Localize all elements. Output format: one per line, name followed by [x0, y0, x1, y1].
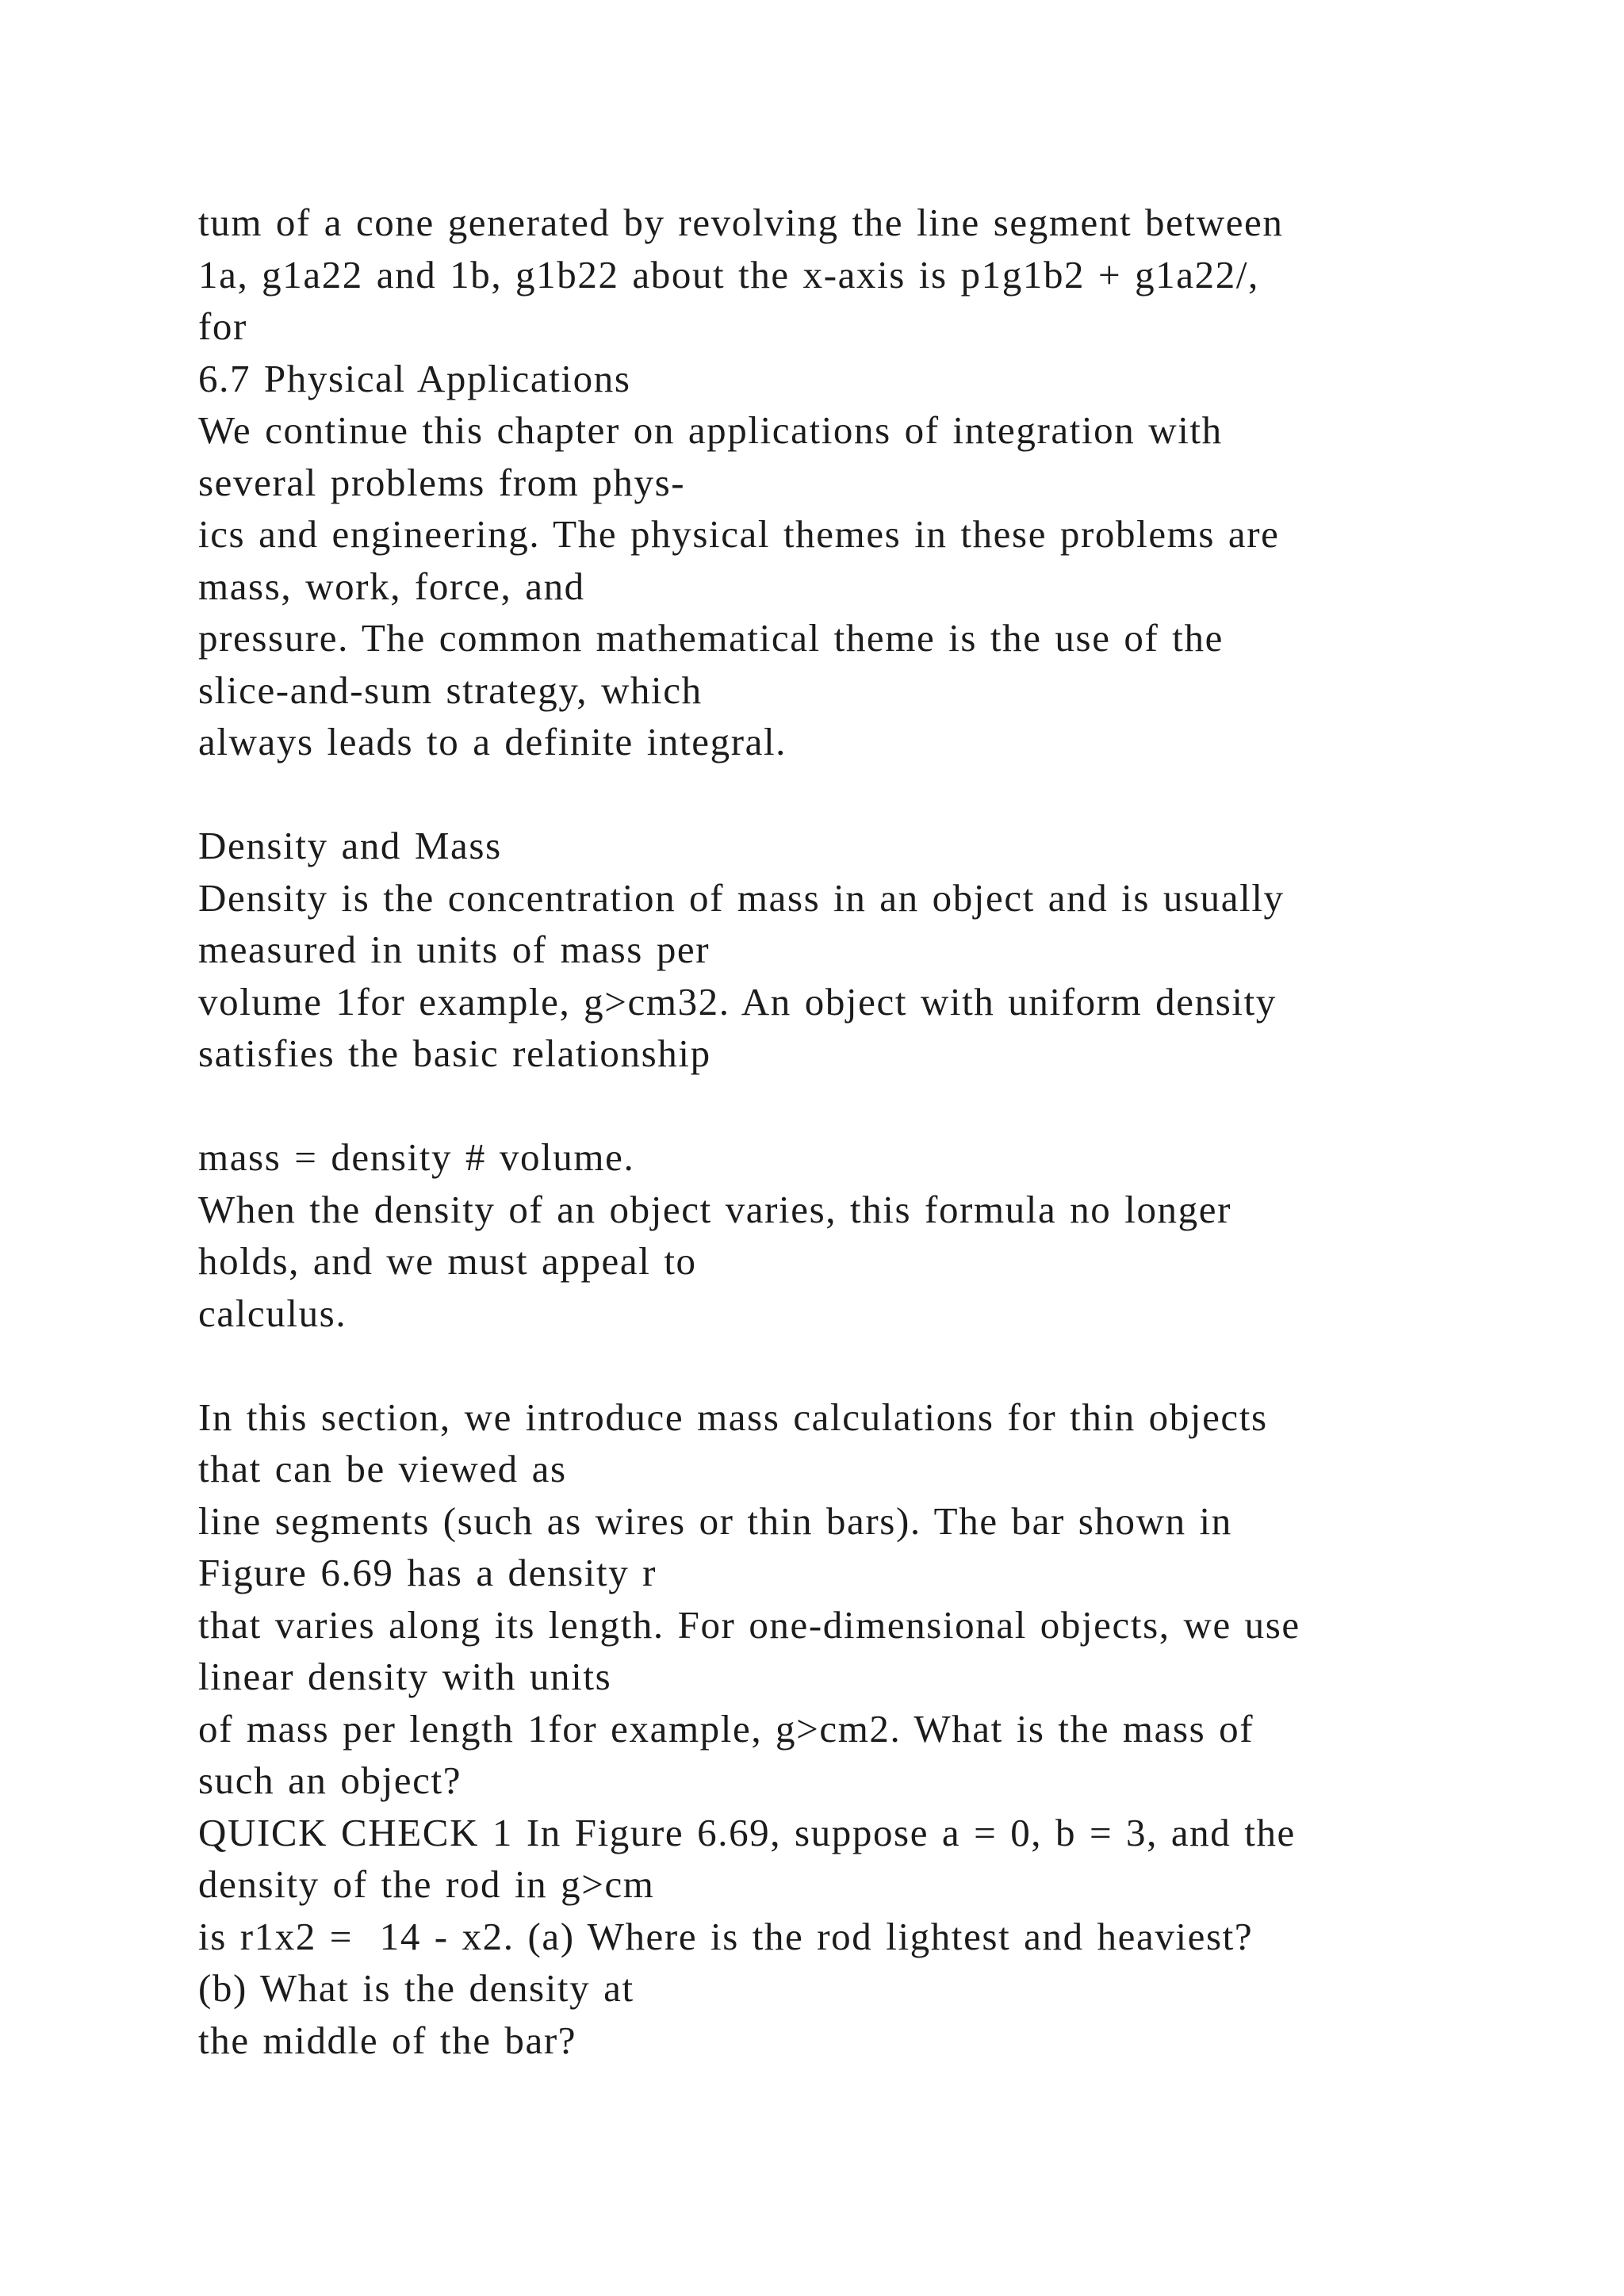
text-line: several problems from phys- — [198, 460, 686, 504]
text-line: (b) What is the density at — [198, 1966, 634, 2010]
text-line: that can be viewed as — [198, 1447, 567, 1490]
text-line: QUICK CHECK 1 In Figure 6.69, suppose a = 0, b = 3, and the — [198, 1810, 1296, 1854]
text-line: slice-and-sum strategy, which — [198, 668, 703, 712]
section-heading — [198, 353, 1546, 405]
density-paragraph — [198, 872, 1546, 1080]
text-line: ics and engineering. The physical themes in these problems are — [198, 512, 1280, 556]
text-line: volume 1for example, g>cm32. An object with uniform density — [198, 979, 1277, 1024]
mass-formula-paragraph — [198, 1131, 1546, 1339]
text-line: mass, work, force, and — [198, 564, 585, 608]
text-line: for — [198, 304, 247, 348]
paragraph-gap — [198, 1339, 1546, 1391]
text-line: of mass per length 1for example, g>cm2. What is the mass of — [198, 1706, 1254, 1751]
subsection-heading-density-and-mass — [198, 820, 1546, 872]
thin-objects-paragraph — [198, 1391, 1546, 1807]
text-line: is r1x2 = 14 - x2. (a) Where is the rod lightest and heaviest? — [198, 1914, 1254, 1958]
paragraph-gap — [198, 1080, 1546, 1132]
text-line: satisfies the basic relationship — [198, 1031, 711, 1075]
text-line: Density and Mass — [198, 824, 502, 867]
intro-paragraph — [198, 404, 1546, 768]
text-line: 6.7 Physical Applications — [198, 356, 631, 400]
text-line: linear density with units — [198, 1655, 612, 1698]
text-line: density of the rod in g>cm — [198, 1862, 655, 1906]
text-line: calculus. — [198, 1291, 347, 1335]
text-line: 1a, g1a22 and 1b, g1b22 about the x-axis is p1g1b2 + g1a22/, — [198, 252, 1259, 297]
text-line: the middle of the bar? — [198, 2018, 577, 2062]
text-line: Figure 6.69 has a density r — [198, 1551, 657, 1594]
text-line: mass = density # volume. — [198, 1135, 635, 1179]
text-line: Density is the concentration of mass in an object and is usually — [198, 875, 1285, 920]
continuation-paragraph — [198, 197, 1546, 353]
text-line: When the density of an object varies, this formula no longer — [198, 1187, 1232, 1231]
text-line: that varies along its length. For one-dimensional objects, we use — [198, 1602, 1300, 1647]
text-line: measured in units of mass per — [198, 928, 710, 971]
text-line: such an object? — [198, 1758, 462, 1802]
text-line: We continue this chapter on applications of integration with — [198, 408, 1223, 452]
paragraph-gap — [198, 768, 1546, 821]
document-page — [198, 197, 1546, 2066]
quick-check-paragraph — [198, 1807, 1546, 2067]
text-line: tum of a cone generated by revolving the line segment between — [198, 201, 1284, 244]
text-line: holds, and we must appeal to — [198, 1239, 697, 1283]
text-line: line segments (such as wires or thin bars). The bar shown in — [198, 1498, 1232, 1543]
text-line: In this section, we introduce mass calculations for thin objects — [198, 1395, 1268, 1439]
text-line: always leads to a definite integral. — [198, 720, 787, 763]
text-line: pressure. The common mathematical theme is the use of the — [198, 616, 1224, 660]
